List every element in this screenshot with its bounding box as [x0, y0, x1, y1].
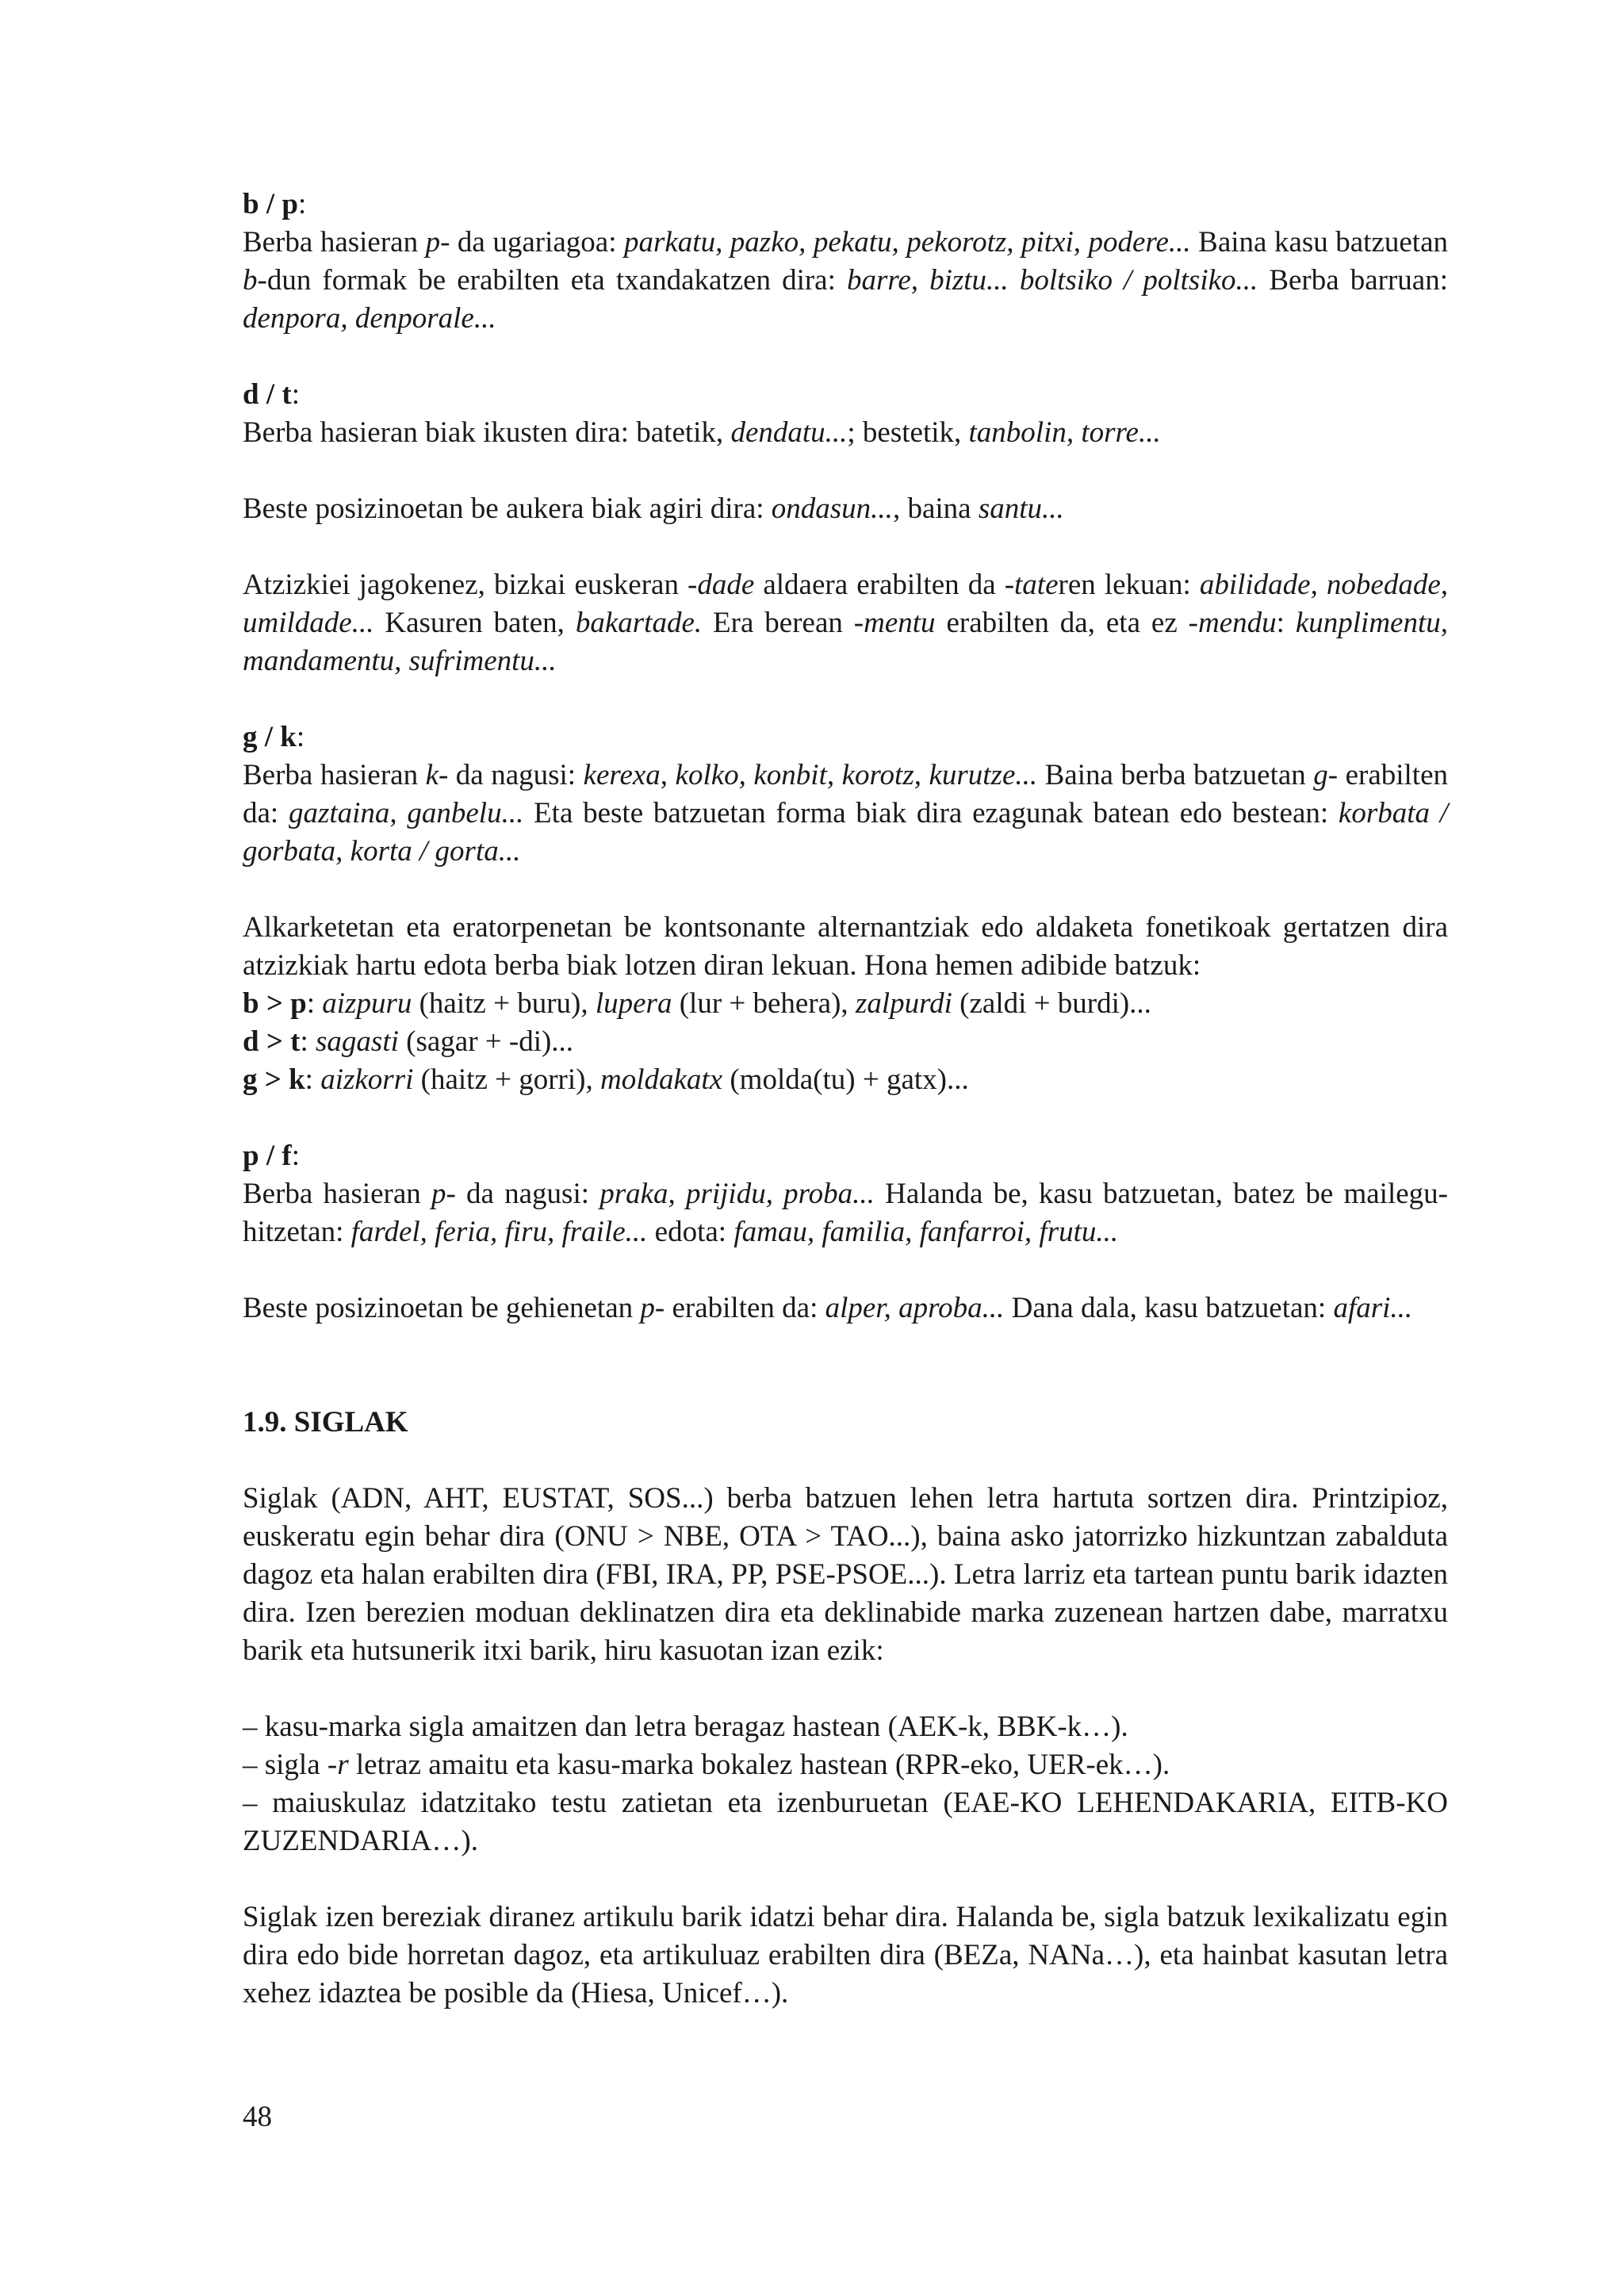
paragraph-d-t-1: Berba hasieran biak ikusten dira: batetik, dendatu...; bestetik, tanbolin, torre... [243, 416, 1161, 449]
paragraph-g-k-2: Alkarketetan eta eratorpenetan be kontsonante alternantziak edo aldaketa fonetikoak gertatzen dira atzizkiak hartu edota berba biak lotzen diran lekuan. Hona hemen adibide batzuk: [243, 911, 1448, 982]
paragraph-p-f-2: Beste posizinoetan be gehienetan p- erabilten da: alper, aproba... Dana dala, kasu batzuetan: afari... [243, 1292, 1413, 1324]
paragraph-d-t-3: Atzizkiei jagokenez, bizkai euskeran -dade aldaera erabilten da -tateren lekuan: abilidade, nobedade, umildade... Kasuren baten, bakartade. Era berean -mentu erabilten da, eta ez -mendu: kunplimentu, mandamentu, sufrimentu... [243, 569, 1448, 677]
list-item: – maiuskulaz idatzitako testu zatietan eta izenburuetan (EAE-KO LEHENDAKARIA, EITB-KO ZUZENDARIA…). [243, 1787, 1448, 1857]
heading-g-k: g / k: [243, 721, 305, 753]
heading-d-t: d / t: [243, 378, 300, 411]
section-title-siglak: 1.9. SIGLAK [243, 1406, 408, 1439]
list-item: – sigla -r letraz amaitu eta kasu-marka bokalez hastean (RPR-eko, UER-ek…). [243, 1749, 1170, 1781]
paragraph-p-f-1: Berba hasieran p- da nagusi: praka, prijidu, proba... Halanda be, kasu batzuetan, batez be mailegu-hitzetan: fardel, feria, firu, fraile... edota: famau, familia, fanfarroi, frutu... [243, 1178, 1448, 1248]
heading-b-p: b / p: [243, 188, 307, 220]
page-number: 48 [243, 2101, 272, 2133]
heading-p-f: p / f: [243, 1140, 300, 1172]
document-page [243, 186, 1448, 2013]
example-b-p: b > p: aizpuru (haitz + buru), lupera (lur + behera), zalpurdi (zaldi + burdi)... [243, 987, 1151, 1020]
list-item: – kasu-marka sigla amaitzen dan letra beragaz hastean (AEK-k, BBK-k…). [243, 1711, 1128, 1743]
paragraph-d-t-2: Beste posizinoetan be aukera biak agiri dira: ondasun..., baina santu... [243, 492, 1064, 525]
paragraph-g-k-1: Berba hasieran k- da nagusi: kerexa, kolko, konbit, korotz, kurutze... Baina berba batzuetan g- erabilten da: gaztaina, ganbelu... Eta beste batzuetan forma biak dira ezagunak batean edo bestean: korbata / gorbata, korta / gorta... [243, 759, 1449, 868]
paragraph-siglak-1: Siglak (ADN, AHT, EUSTAT, SOS...) berba batzuen lehen letra hartuta sortzen dira. Printzipioz, euskeratu egin behar dira (ONU > NBE, OTA > TAO...), baina asko jatorrizko hizkuntzan zabalduta dagoz eta halan erabilten dira (FBI, IRA, PP, PSE-PSOE...). Letra larriz eta tartean puntu barik idazten dira. Izen berezien moduan deklinatzen dira eta deklinabide marka zuzenean hartzen dabe, marratxu barik eta hutsunerik itxi barik, hiru kasuotan izan ezik: [243, 1482, 1448, 1667]
example-g-k: g > k: aizkorri (haitz + gorri), moldakatx (molda(tu) + gatx)... [243, 1063, 969, 1096]
paragraph-siglak-2: Siglak izen bereziak diranez artikulu barik idatzi behar dira. Halanda be, sigla batzuk lexikalizatu egin dira edo bide horretan dagoz, eta artikuluaz erabilten dira (BEZa, NANa…), eta hainbat kasutan letra xehez idaztea be posible da (Hiesa, Unicef…). [243, 1901, 1448, 2009]
paragraph-b-p: Berba hasieran p- da ugariagoa: parkatu, pazko, pekatu, pekorotz, pitxi, podere... Baina kasu batzuetan b-dun formak be erabilten eta txandakatzen dira: barre, biztu... boltsiko / poltsiko... Berba barruan: denpora, denporale... [243, 226, 1448, 335]
example-d-t: d > t: sagasti (sagar + -di)... [243, 1025, 574, 1058]
